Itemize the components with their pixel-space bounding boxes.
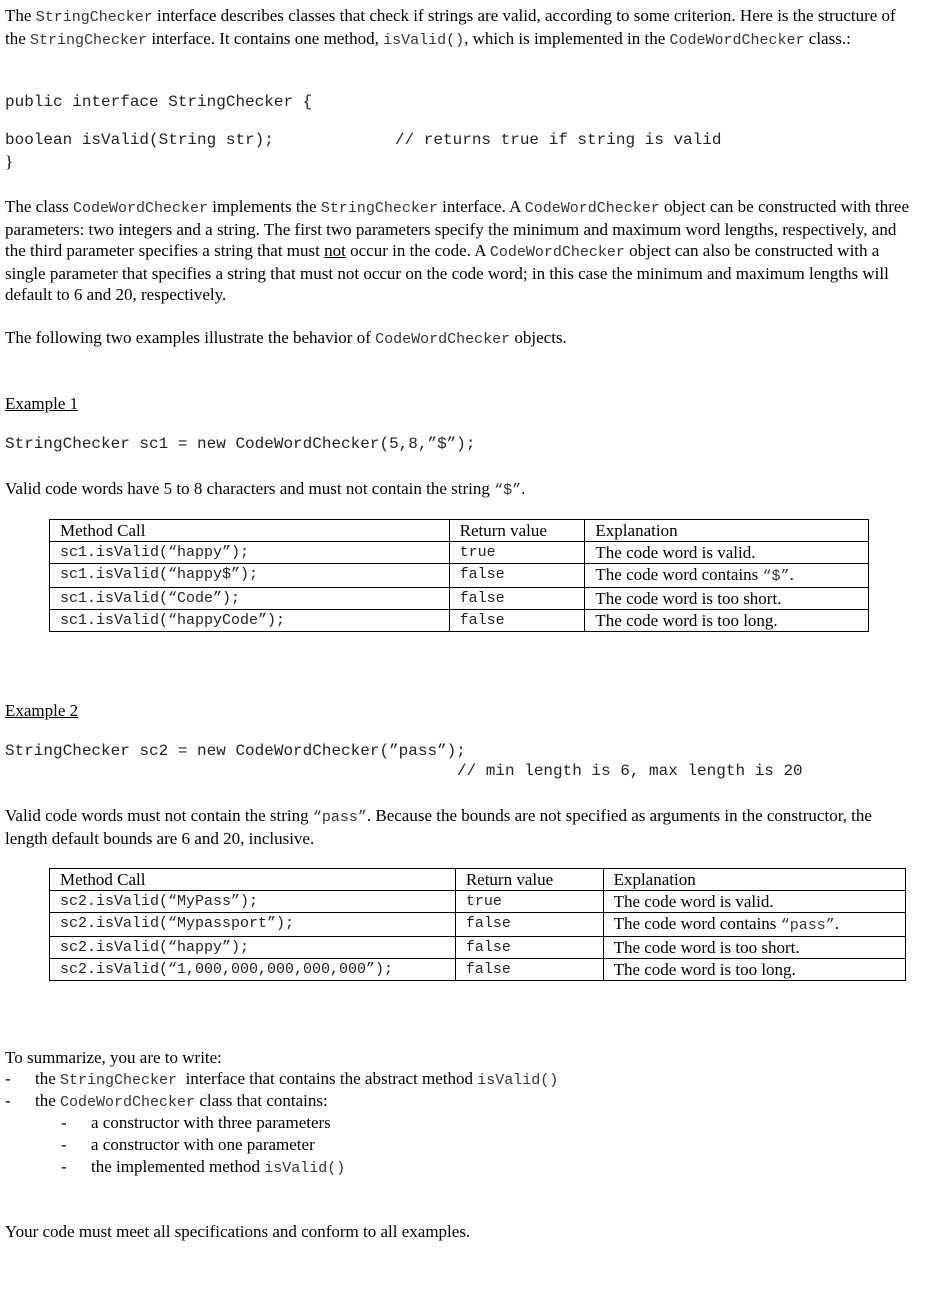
table-header-row <box>50 869 906 891</box>
header-explanation: Explanation <box>585 520 869 542</box>
summary-subitem-text: a constructor with one parameter <box>91 1135 315 1154</box>
examples-intro-text: objects. <box>510 328 567 347</box>
inline-code: “pass” <box>780 917 835 934</box>
method-call-cell: sc1.isValid(“happyCode”); <box>50 610 450 632</box>
example2-comment: // min length is 6, max length is 20 <box>457 762 803 780</box>
table-row <box>50 937 906 959</box>
inline-code: CodeWordChecker <box>72 200 209 217</box>
list-dash: - <box>5 1069 11 1088</box>
explanation-cell: The code word is too long. <box>603 959 905 981</box>
table-row <box>50 564 869 588</box>
summary-text: the <box>35 1091 61 1110</box>
inline-code: CodeWordChecker <box>375 331 511 348</box>
list-dash: - <box>61 1157 67 1176</box>
inline-code: isValid() <box>383 32 465 49</box>
intro-text: , which is implemented in the <box>464 29 670 48</box>
inline-code: isValid() <box>264 1160 346 1177</box>
inline-code: “pass” <box>312 809 367 826</box>
example1-heading-text: Example 1 <box>5 394 79 413</box>
return-value-cell: false <box>449 588 585 610</box>
summary-item-text <box>35 1090 328 1113</box>
summary-intro: To summarize, you are to write: <box>5 1048 222 1067</box>
interface-method-signature: boolean isValid(String str); <box>5 131 274 149</box>
explanation-cell: The code word is valid. <box>603 891 905 913</box>
inline-code: CodeWordChecker <box>489 244 625 261</box>
interface-method-comment: // returns true if string is valid <box>395 131 722 149</box>
table-row <box>50 959 906 981</box>
inline-code: “$” <box>494 482 522 499</box>
summary-text: class that contains: <box>195 1091 328 1110</box>
summary-item-text <box>35 1068 558 1091</box>
interface-code-line2 <box>5 130 910 152</box>
inline-code: StringChecker <box>320 200 438 217</box>
method-call-cell: sc2.isValid(“MyPass”); <box>50 891 456 913</box>
summary-subitem-three-param-ctor <box>5 1112 910 1134</box>
list-dash: - <box>61 1113 67 1132</box>
explanation-cell <box>585 564 869 588</box>
return-value-cell: true <box>455 891 603 913</box>
summary-text: the <box>35 1069 61 1088</box>
desc-text: interface. A <box>437 197 525 216</box>
intro-paragraph <box>5 5 910 51</box>
table-row <box>50 891 906 913</box>
example2-code: StringChecker sc2 = new CodeWordChecker(”pass”); <box>5 742 466 760</box>
intro-text: The <box>5 6 36 25</box>
method-call-cell: sc1.isValid(“happy$”); <box>50 564 450 588</box>
explanation-text: . <box>789 565 794 584</box>
inline-code: CodeWordChecker <box>60 1094 196 1111</box>
example1-code: StringChecker sc1 = new CodeWordChecker(5,8,”$”); <box>5 435 476 453</box>
explanation-text: The code word contains <box>613 914 781 933</box>
example2-table <box>49 868 906 981</box>
inline-code: isValid() <box>477 1072 559 1089</box>
interface-code-closing-brace: } <box>5 152 14 171</box>
example2-note-text: Valid code words must not contain the string <box>5 806 313 825</box>
list-dash: - <box>61 1135 67 1154</box>
example2-heading <box>5 700 910 721</box>
intro-text: class.: <box>804 29 851 48</box>
return-value-cell: false <box>455 913 603 937</box>
example1-note-text: Valid code words have 5 to 8 characters and must not contain the string <box>5 479 495 498</box>
example2-note <box>5 805 910 849</box>
desc-text: The class <box>5 197 73 216</box>
summary-text: interface that contains the abstract method <box>177 1069 478 1088</box>
explanation-cell <box>603 913 905 937</box>
inline-code: StringChecker <box>35 9 153 26</box>
explanation-text: . <box>834 914 839 933</box>
table-row <box>50 913 906 937</box>
list-dash: - <box>5 1091 11 1110</box>
table-row <box>50 542 869 564</box>
explanation-text: The code word contains <box>595 565 763 584</box>
desc-text: object can also be constructed with a single parameter that specifies a string that must not occur on the code word; in this case the minimum and maximum lengths will default to 6 and 20, respectively. <box>5 241 889 304</box>
explanation-cell: The code word is too short. <box>603 937 905 959</box>
explanation-cell: The code word is too long. <box>585 610 869 632</box>
return-value-cell: false <box>449 610 585 632</box>
summary-subitem-isvalid <box>5 1156 910 1178</box>
class-description-paragraph <box>5 196 910 305</box>
examples-intro <box>5 327 910 350</box>
underlined-not: not <box>324 241 346 260</box>
header-method-call: Method Call <box>50 520 450 542</box>
inline-code: CodeWordChecker <box>524 200 660 217</box>
inline-code: CodeWordChecker <box>669 32 805 49</box>
intro-text: interface. It contains one method, <box>147 29 384 48</box>
example1-heading <box>5 393 910 414</box>
return-value-cell: false <box>455 937 603 959</box>
method-call-cell: sc1.isValid(“happy”); <box>50 542 450 564</box>
example2-heading-text: Example 2 <box>5 701 79 720</box>
inline-code: StringChecker <box>60 1072 178 1089</box>
closing-statement: Your code must meet all specifications and conform to all examples. <box>5 1222 471 1241</box>
inline-code: “$” <box>762 568 790 585</box>
summary-subitem-text: a constructor with three parameters <box>91 1113 331 1132</box>
table-row <box>50 588 869 610</box>
inline-code: StringChecker <box>30 32 148 49</box>
table-header-row <box>50 520 869 542</box>
return-value-cell: false <box>455 959 603 981</box>
summary-subitem-one-param-ctor <box>5 1134 910 1156</box>
example1-note <box>5 478 910 501</box>
method-call-cell: sc1.isValid(“Code”); <box>50 588 450 610</box>
summary-text: the implemented method <box>91 1157 265 1176</box>
header-method-call: Method Call <box>50 869 456 891</box>
method-call-cell: sc2.isValid(“happy”); <box>50 937 456 959</box>
example1-table <box>49 519 869 632</box>
interface-code-line1: public interface StringChecker { <box>5 93 313 111</box>
example1-note-text: . <box>521 479 526 498</box>
summary-subitem-text <box>91 1156 345 1179</box>
explanation-cell: The code word is too short. <box>585 588 869 610</box>
return-value-cell: true <box>449 542 585 564</box>
explanation-cell: The code word is valid. <box>585 542 869 564</box>
table-row <box>50 610 869 632</box>
header-return-value: Return value <box>449 520 585 542</box>
header-explanation: Explanation <box>603 869 905 891</box>
summary-item-class <box>5 1090 910 1112</box>
desc-text: occur in the code. A <box>345 241 490 260</box>
header-return-value: Return value <box>455 869 603 891</box>
example2-note-text: . Because the bounds are not specified as arguments in the constructor, the length default bounds are 6 and 20, inclusive. <box>5 806 872 848</box>
examples-intro-text: The following two examples illustrate the behavior of <box>5 328 376 347</box>
method-call-cell: sc2.isValid(“1,000,000,000,000,000”); <box>50 959 456 981</box>
summary-item-interface <box>5 1068 910 1090</box>
intro-text: interface describes classes that check if strings are valid, according to some criterion. Here is the structure of the <box>5 6 896 48</box>
return-value-cell: false <box>449 564 585 588</box>
method-call-cell: sc2.isValid(“Mypassport”); <box>50 913 456 937</box>
desc-text: implements the <box>208 197 321 216</box>
desc-text: object can be constructed with three parameters: two integers and a string. The first two parameters specify the minimum and maximum word lengths, respectively, and the third parameter specifies a string that must <box>5 197 910 260</box>
